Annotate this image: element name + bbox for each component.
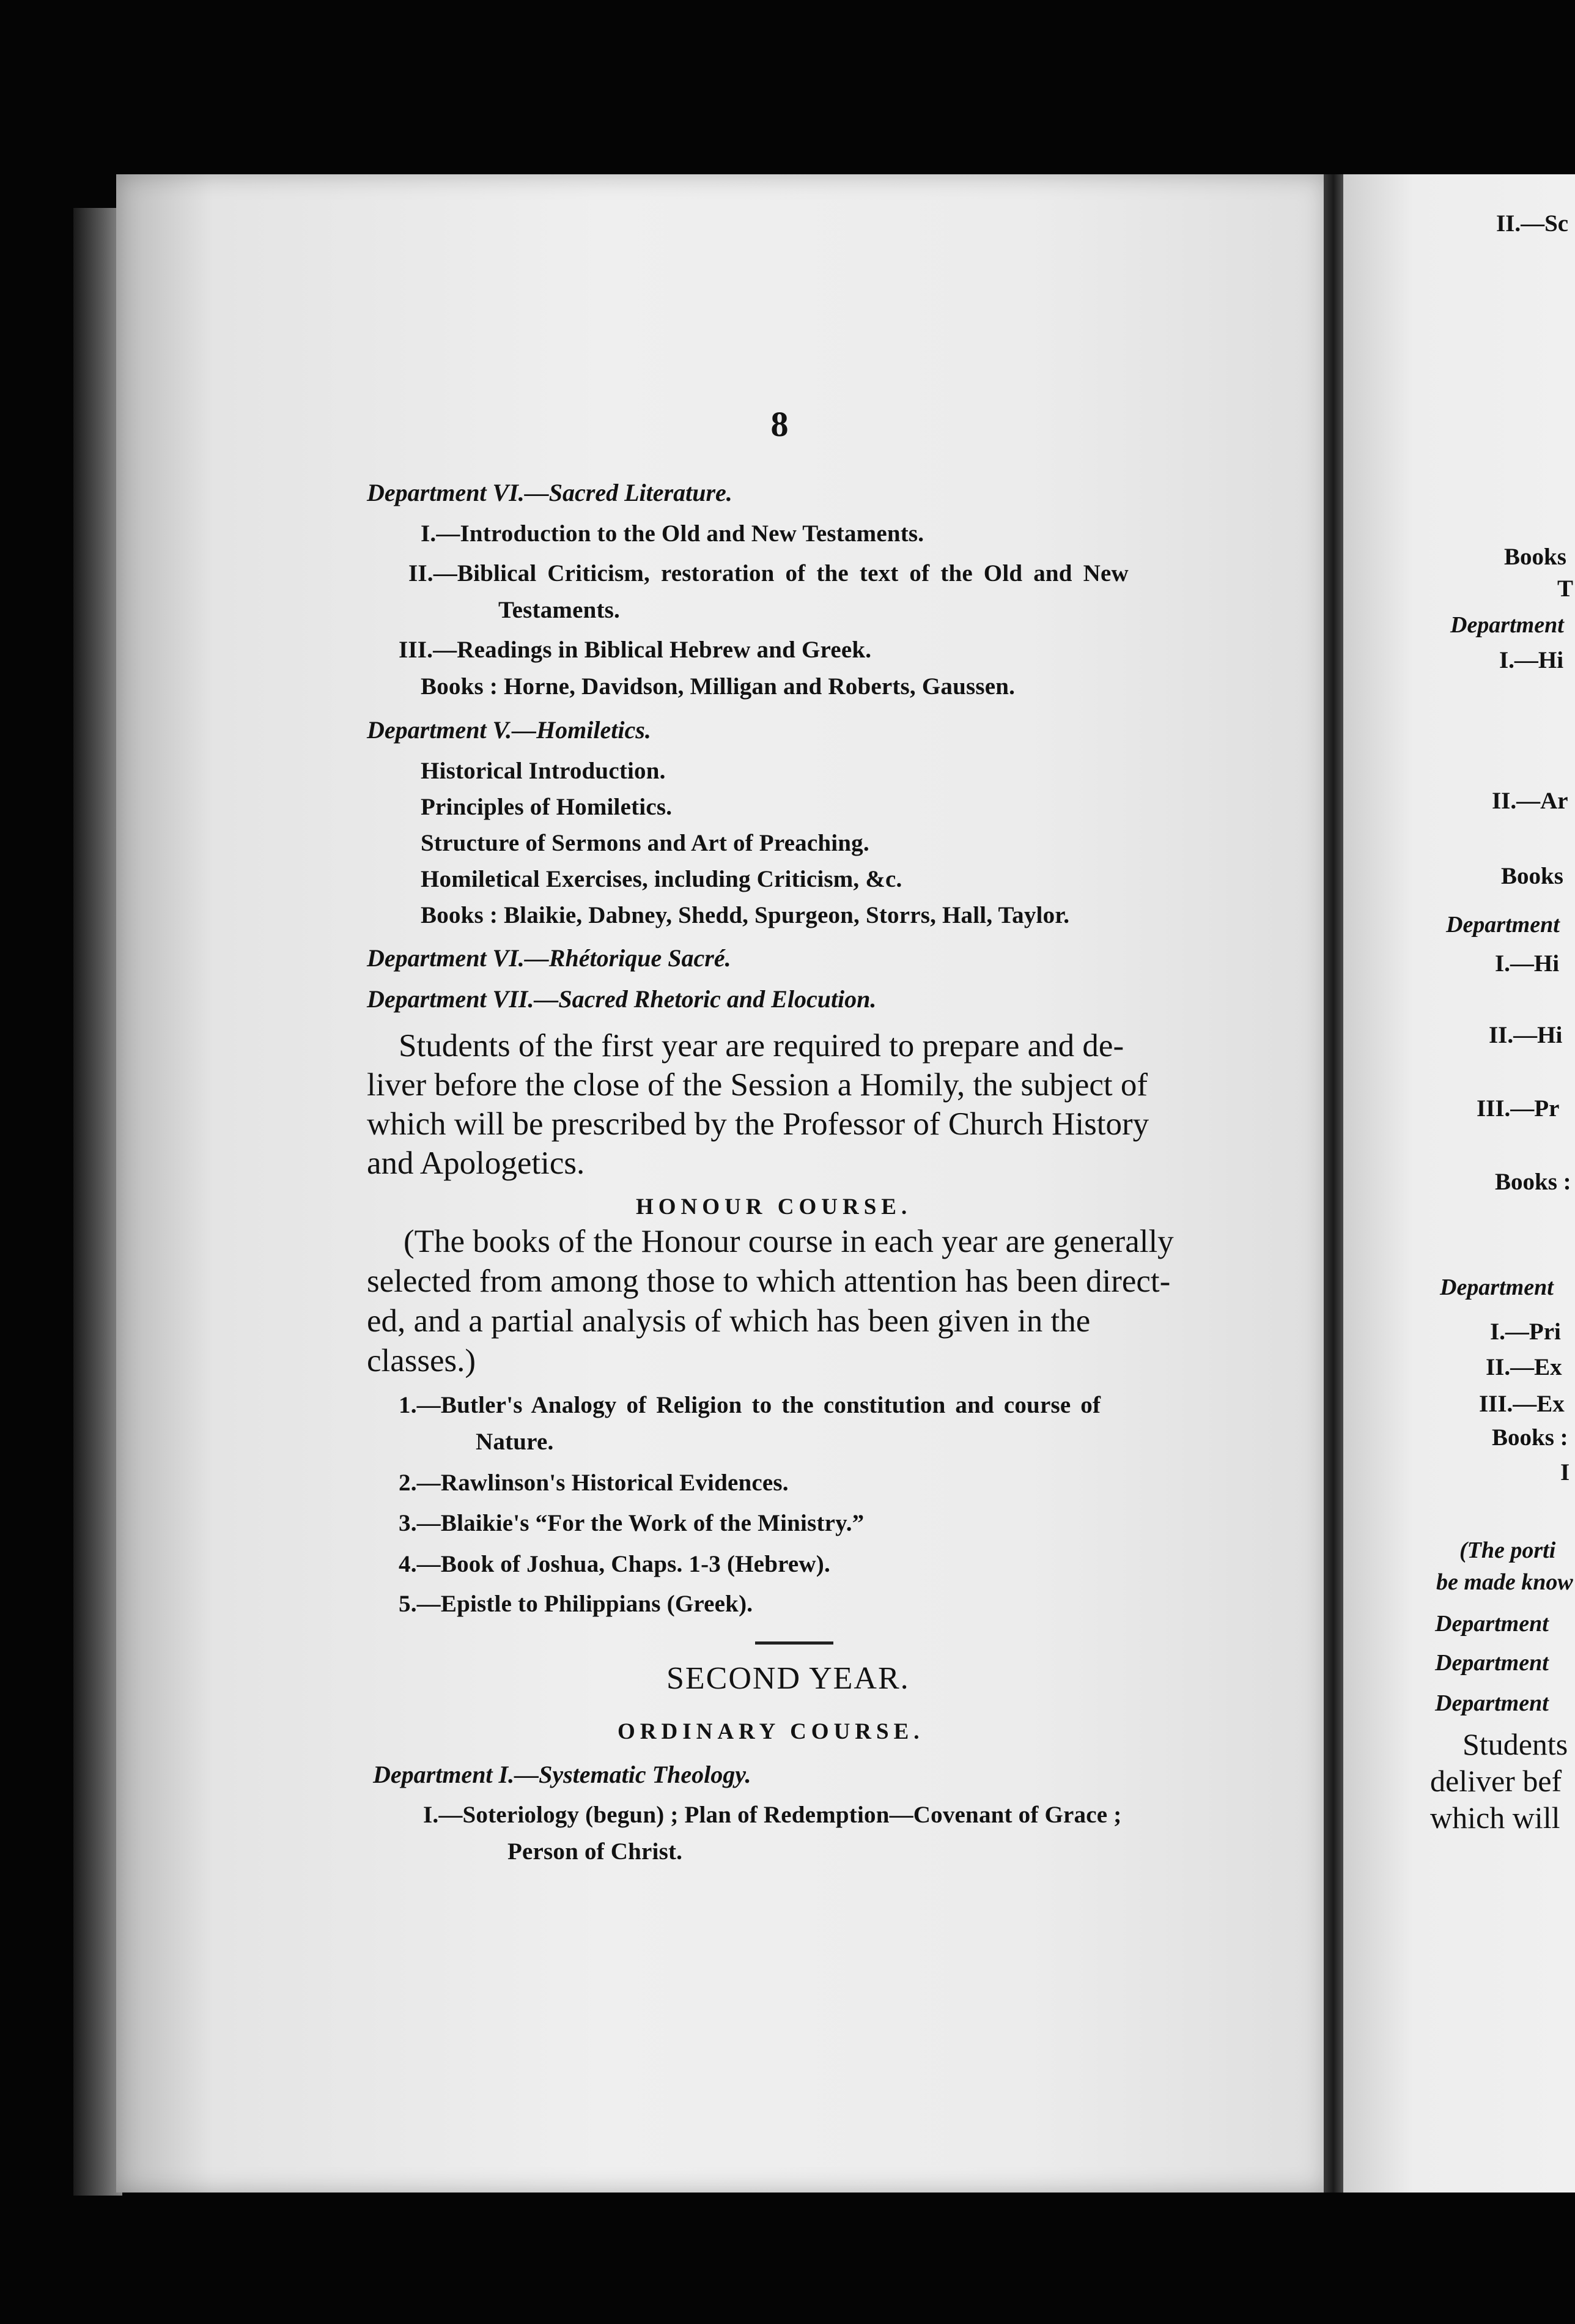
right-fragment: II.—Hi (1489, 1022, 1563, 1048)
paragraph-line: (The books of the Honour course in each year are generally (404, 1224, 1174, 1259)
right-fragment: Department (1440, 1275, 1554, 1300)
department-heading: Department VI.—Rhétorique Sacré. (367, 944, 731, 972)
right-fragment: II.—Sc (1496, 210, 1569, 237)
right-fragment: Students (1462, 1727, 1568, 1761)
list-item: Historical Introduction. (421, 758, 666, 784)
section-heading: ORDINARY COURSE. (618, 1719, 924, 1744)
list-item: Nature. (476, 1429, 554, 1455)
divider (755, 1641, 833, 1645)
right-fragment: Department (1435, 1611, 1549, 1637)
paragraph-line: ed, and a partial analysis of which has been given in the (367, 1303, 1091, 1339)
right-fragment: Department (1446, 912, 1560, 938)
list-item: I.—Introduction to the Old and New Testaments. (421, 520, 924, 547)
right-fragment: II.—Ex (1486, 1354, 1562, 1380)
page-gutter (1324, 174, 1343, 2193)
right-fragment: (The porti (1459, 1538, 1556, 1563)
department-heading: Department VII.—Sacred Rhetoric and Elocution. (367, 985, 877, 1013)
list-item: Homiletical Exercises, including Criticism, &c. (421, 866, 902, 892)
section-heading: HONOUR COURSE. (636, 1194, 912, 1219)
right-fragment: Books : (1492, 1424, 1568, 1451)
paragraph-line: liver before the close of the Session a Homily, the subject of (367, 1067, 1148, 1103)
right-fragment: I.—Pri (1490, 1319, 1561, 1345)
right-fragment: Books : (1495, 1169, 1571, 1195)
right-fragment: be made know (1436, 1569, 1573, 1595)
page-number: 8 (770, 404, 789, 444)
department-heading: Department V.—Homiletics. (367, 716, 651, 744)
left-page (116, 174, 1327, 2193)
list-item: Structure of Sermons and Art of Preaching. (421, 830, 869, 856)
list-item: 5.—Epistle to Philippians (Greek). (399, 1591, 753, 1617)
right-fragment: Department (1435, 1650, 1549, 1676)
right-fragment: Books (1504, 544, 1566, 570)
right-fragment: which will (1430, 1800, 1560, 1835)
right-fragment: III.—Ex (1479, 1391, 1565, 1417)
right-fragment: I.—Hi (1495, 950, 1560, 977)
list-item: 4.—Book of Joshua, Chaps. 1-3 (Hebrew). (399, 1551, 830, 1577)
right-fragment: III.—Pr (1477, 1095, 1560, 1122)
department-heading: Department I.—Systematic Theology. (373, 1761, 751, 1788)
paragraph-line: and Apologetics. (367, 1145, 585, 1181)
list-item: 3.—Blaikie's “For the Work of the Ministry.” (399, 1510, 865, 1536)
book-spine-shadow (73, 208, 122, 2196)
right-page (1343, 174, 1575, 2193)
list-item: Principles of Homiletics. (421, 794, 673, 820)
right-fragment: II.—Ar (1492, 788, 1568, 814)
paragraph-line: classes.) (367, 1343, 476, 1378)
paragraph-line: selected from among those to which attention has been direct- (367, 1264, 1171, 1299)
year-heading: SECOND YEAR. (666, 1661, 910, 1696)
list-item: 2.—Rawlinson's Historical Evidences. (399, 1470, 789, 1496)
books-line: Books : Blaikie, Dabney, Shedd, Spurgeon, Storrs, Hall, Taylor. (421, 902, 1070, 928)
list-item: Person of Christ. (507, 1838, 683, 1865)
right-fragment: Department (1435, 1690, 1549, 1716)
list-item: II.—Biblical Criticism, restoration of the text of the Old and New (408, 560, 1129, 587)
list-item: 1.—Butler's Analogy of Religion to the constitution and course of (399, 1392, 1101, 1418)
right-fragment: T (1557, 575, 1574, 602)
right-fragment: I.—Hi (1499, 647, 1564, 673)
books-line: Books : Horne, Davidson, Milligan and Roberts, Gaussen. (421, 673, 1016, 700)
right-fragment: I (1560, 1459, 1570, 1486)
paragraph-line: Students of the first year are required to prepare and de- (399, 1028, 1124, 1064)
department-heading: Department VI.—Sacred Literature. (367, 479, 732, 506)
list-item: I.—Soteriology (begun) ; Plan of Redemption—Covenant of Grace ; (423, 1802, 1122, 1828)
paragraph-line: which will be prescribed by the Professor of Church History (367, 1106, 1149, 1142)
right-fragment: deliver bef (1430, 1764, 1562, 1798)
right-fragment: Department (1450, 612, 1564, 638)
list-item: III.—Readings in Biblical Hebrew and Greek. (399, 637, 872, 663)
right-fragment: Books (1501, 863, 1563, 889)
list-item: Testaments. (498, 597, 621, 623)
